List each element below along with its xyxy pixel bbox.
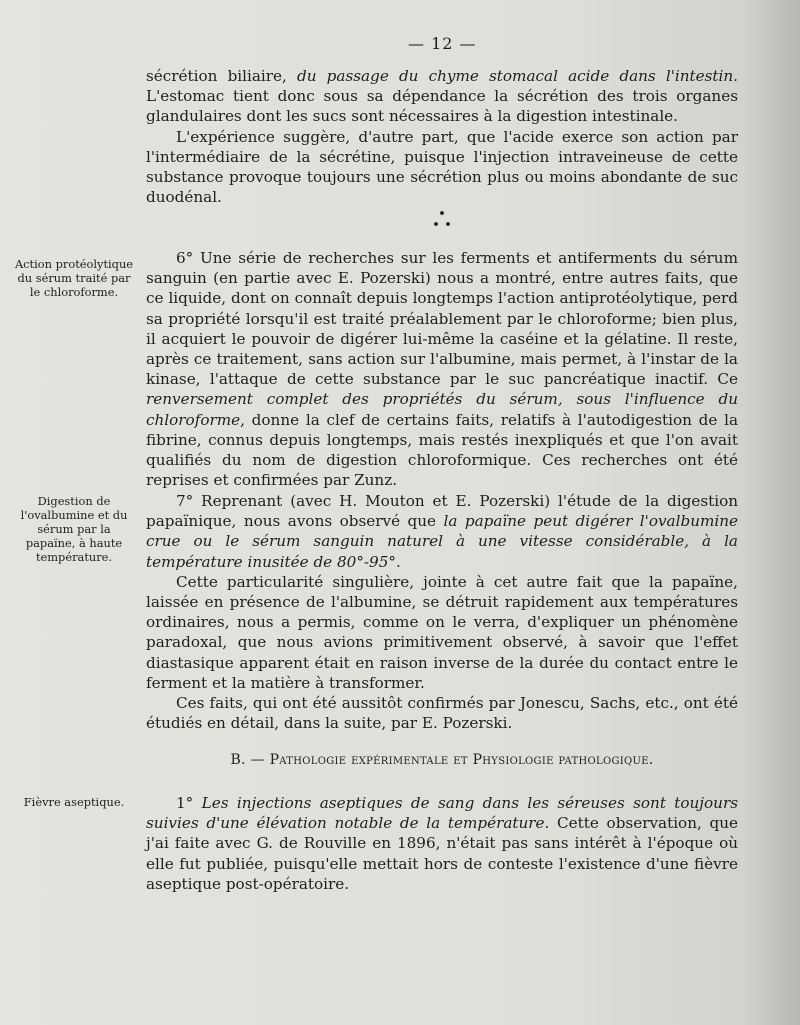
heading-part-1: Pathologie expérimentale et: [269, 752, 473, 768]
intro-paragraph: [146, 66, 738, 127]
margin-note-1: Fièvre aseptique.: [23, 795, 125, 809]
section-7: [146, 491, 738, 733]
section-1-text-tail: . Cette observation, que j'ai faite avec G. de Rouville en 1896, n'était pas sans intérêt à l'époque où elle fut publiée, puisqu'elle mettait hors de conteste l'existence d'une fièvre aseptique post-opératoire.: [146, 814, 738, 893]
section-7-paragraph-2: Cette particularité singulière, jointe à cet autre fait que la papaïne, laissée en présence de l'albumine, se détruit rapidement aux températures ordinaires, nous a permis, comme on le verra, d'expliquer un phénomène paradoxal, que nous avions primitivement observé, à savoir que l'effet diastasique apparent était en raison inverse de la durée du contact entre le ferment et la matière à transformer.: [146, 572, 738, 692]
intro-text: sécrétion biliaire,: [146, 67, 298, 85]
section-6-text-tail: , donne la clef de certains faits, relatifs à l'autodigestion de la fibrine, connus depuis longtemps, mais restés inexpliqués et que l'on avait qualifiés du nom de digestion chloroformique. Ces recherches ont été reprises et confirmées par Zunz.: [146, 410, 738, 490]
section-6-emphasis: renversement complet des propriétés du sérum, sous l'influence du chloroforme: [146, 390, 738, 429]
intro-block: [146, 66, 738, 207]
section-1: [146, 793, 738, 894]
heading-letter: B. —: [230, 752, 270, 768]
intro-text-tail: L'estomac tient donc sous sa dépendance la sécrétion des trois organes glandulaires dont les sucs sont nécessaires à la digestion intestinale.: [146, 87, 738, 126]
section-6-text: 6° Une série de recherches sur les ferments et antiferments du sérum sanguin (en partie avec E. Pozerski) nous a montré, entre autres faits, que ce liquide, dont on connaît depuis longtemps l'action antiprotéolytique, perd sa propriété lorsqu'il est traité préalablement par le chloroforme; bien plus, il acquiert le pouvoir de digérer lui-même la caséine et la gélatine. Il reste, après ce traitement, sans action sur l'albumine, mais permet, à l'instar de la kinase, l'attaque de cette substance par le suc pancréatique inactif. Ce: [146, 249, 738, 389]
margin-note-6: Action protéolytique du sérum traité par le chloroforme.: [14, 257, 134, 299]
intro-emphasis: du passage du chyme stomacal acide dans l'intestin.: [297, 67, 738, 85]
section-1-emphasis: Les injections aseptiques de sang dans les séreuses sont toujours suivies d'une élévation notable de la température: [146, 794, 738, 833]
section-1-text: 1°: [176, 794, 202, 812]
margin-note-7: Digestion de l'ovalbumine et du sérum par la papaïne, à haute température.: [20, 494, 128, 564]
heading-part-2: Physiologie pathologique.: [472, 752, 654, 768]
section-6: [146, 248, 738, 490]
section-6-paragraph: [146, 248, 738, 490]
section-7-text: 7° Reprenant (avec H. Mouton et E. Pozerski) l'étude de la digestion papaïnique, nous avons observé que: [146, 492, 738, 531]
section-7-paragraph-3: Ces faits, qui ont été aussitôt confirmés par Jonescu, Sachs, etc., ont été étudiés en détail, dans la suite, par E. Pozerski.: [146, 694, 738, 733]
section-heading-b: [146, 752, 738, 768]
section-1-paragraph: [146, 793, 738, 894]
section-7-emphasis: la papaïne peut digérer l'ovalbumine crue ou le sérum sanguin naturel à une vitesse considérable, à la température inusitée de 80°-95°: [146, 512, 738, 571]
section-7-paragraph: [146, 491, 738, 572]
section-separator-icon: [430, 207, 454, 231]
section-7-text-tail: .: [395, 552, 401, 571]
intro-paragraph-2: L'expérience suggère, d'autre part, que l'acide exerce son action par l'intermédiaire de la sécrétine, puisque l'injection intraveineuse de cette substance provoque toujours une sécrétion plus ou moins abondante de suc duodénal.: [146, 127, 738, 207]
page-number: — 12 —: [408, 34, 477, 53]
